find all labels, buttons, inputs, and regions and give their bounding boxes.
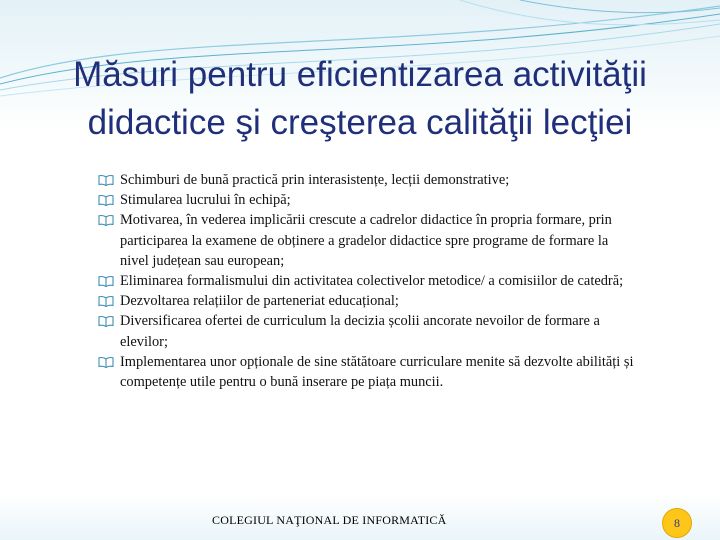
book-icon [98,214,114,226]
book-icon [98,356,114,368]
bullet-text: Implementarea unor opționale de sine stătătoare curriculare menite să dezvolte abilități și competențe utile pentru o bună inserare pe piața muncii. [120,353,634,391]
footer-institution: COLEGIUL NAŢIONAL DE INFORMATICĂ [212,513,447,527]
list-item [98,352,638,392]
bullet-text: Schimburi de bună practică prin interasistențe, lecții demonstrative; [120,172,510,188]
slide-title-line-1: Măsuri pentru eficientizarea activităţii [73,55,647,95]
list-item [98,271,638,291]
list-item [98,311,638,351]
page-number: 8 [674,515,680,530]
page-number-badge [662,508,692,538]
slide-title [0,51,720,147]
list-item [98,291,638,311]
bullet-text: Stimularea lucrului în echipă; [120,192,291,209]
bullet-text: Diversificarea ofertei de curriculum la decizia școlii ancorate nevoilor de formare a elevilor; [120,313,600,350]
bullet-list [98,170,638,392]
bullet-text: Eliminarea formalismului din activitatea colectivelor metodice/ a comisiilor de catedră; [120,273,624,290]
list-item [98,170,638,190]
book-icon [98,295,114,307]
bullet-content [98,170,638,392]
book-icon [98,194,114,206]
book-icon [98,315,114,327]
book-icon [98,275,114,287]
bullet-text: Motivarea, în vederea implicării crescute a cadrelor didactice în propria formare, prin participarea la examene de obținere a gradelor didactice spre programe de formare la nivel județean sau european; [120,212,612,269]
book-icon [98,174,114,186]
bullet-text: Dezvoltarea relațiilor de parteneriat educațional; [120,293,399,310]
slide-title-line-2: didactice şi creşterea calităţii lecţiei [87,103,633,143]
list-item [98,210,638,271]
list-item [98,190,638,210]
